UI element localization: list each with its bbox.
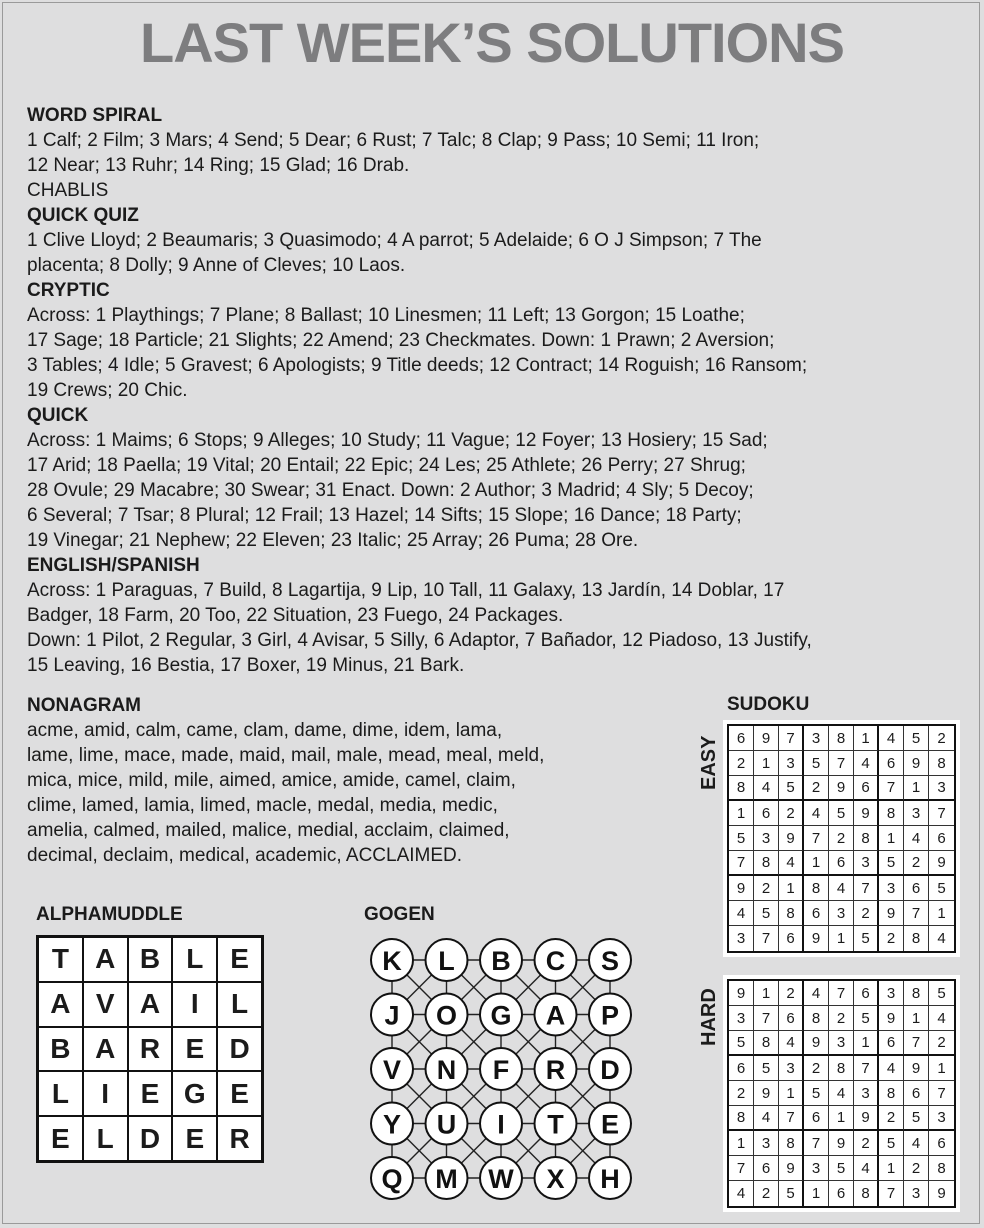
sudoku-hard-cell: 7 (729, 1156, 754, 1181)
sudoku-easy-cell: 7 (854, 876, 879, 901)
section-line: 19 Vinegar; 21 Nephew; 22 Eleven; 23 Italic; 25 Array; 26 Puma; 28 Ore. (27, 530, 639, 551)
sudoku-easy-cell: 5 (729, 826, 754, 851)
sudoku-easy-cell: 8 (904, 926, 929, 951)
sudoku-easy-cell: 9 (879, 901, 904, 926)
sudoku-hard-cell: 3 (804, 1156, 829, 1181)
section-line: Across: 1 Maims; 6 Stops; 9 Alleges; 10 Study; 11 Vague; 12 Foyer; 13 Hosiery; 15 Sad; (27, 430, 768, 451)
section-line: Down: 1 Pilot, 2 Regular, 3 Girl, 4 Avisar, 5 Silly, 6 Adaptor, 7 Bañador, 12 Piadoso, 13 Justify, (27, 630, 812, 651)
section-line: 19 Crews; 20 Chic. (27, 380, 188, 401)
alphamuddle-cell: E (128, 1071, 173, 1116)
nonagram-section (27, 693, 667, 868)
alphamuddle-cell: L (83, 1116, 128, 1161)
sudoku-hard-cell: 9 (829, 1131, 854, 1156)
alphamuddle-cell: D (128, 1116, 173, 1161)
gogen-heading: GOGEN (364, 904, 435, 925)
sudoku-hard-cell: 7 (879, 1181, 904, 1206)
gogen-letter-node (535, 1157, 577, 1199)
svg-text:G: G (490, 1000, 512, 1031)
sudoku-hard-cell: 8 (829, 1056, 854, 1081)
sudoku-easy-cell: 3 (779, 751, 804, 776)
sudoku-easy-cell: 7 (729, 851, 754, 876)
sudoku-hard-cell: 1 (879, 1156, 904, 1181)
sudoku-hard-cell: 9 (754, 1081, 779, 1106)
svg-text:I: I (497, 1109, 505, 1140)
sudoku-easy-cell: 8 (829, 726, 854, 751)
sudoku-easy-cell: 1 (929, 901, 954, 926)
sudoku-easy-cell: 6 (854, 776, 879, 801)
sudoku-easy-cell: 2 (829, 826, 854, 851)
nonagram-line: amelia, calmed, mailed, malice, medial, acclaim, claimed, (27, 820, 510, 841)
sudoku-hard-cell: 1 (929, 1056, 954, 1081)
sudoku-hard-cell: 6 (804, 1106, 829, 1131)
sudoku-hard-cell: 1 (829, 1106, 854, 1131)
sudoku-easy-cell: 2 (879, 926, 904, 951)
sudoku-hard-cell: 4 (729, 1181, 754, 1206)
sudoku-easy-cell: 6 (829, 851, 854, 876)
sudoku-easy-cell: 3 (854, 851, 879, 876)
nonagram-words (27, 718, 667, 868)
sudoku-hard-cell: 7 (904, 1031, 929, 1056)
gogen-letter-node (426, 1048, 468, 1090)
sudoku-hard-cell: 3 (829, 1031, 854, 1056)
alphamuddle-cell: V (83, 982, 128, 1027)
gogen-letter-node (589, 1157, 631, 1199)
sudoku-easy-cell: 1 (904, 776, 929, 801)
sudoku-easy-cell: 8 (754, 851, 779, 876)
gogen-letter-node (535, 1048, 577, 1090)
sudoku-hard-cell: 2 (804, 1056, 829, 1081)
nonagram-line: mica, mice, mild, mile, aimed, amice, amide, camel, claim, (27, 770, 516, 791)
sudoku-hard-cell: 4 (804, 981, 829, 1006)
section-line: 28 Ovule; 29 Macabre; 30 Swear; 31 Enact. Down: 2 Author; 3 Madrid; 4 Sly; 5 Decoy; (27, 480, 754, 501)
sudoku-hard-cell: 5 (779, 1181, 804, 1206)
sudoku-easy-cell: 8 (804, 876, 829, 901)
sudoku-easy-cell: 9 (854, 801, 879, 826)
solutions-text-block (27, 103, 962, 678)
gogen-letter-node (426, 994, 468, 1036)
sudoku-easy-cell: 4 (854, 751, 879, 776)
sudoku-hard-cell: 9 (929, 1181, 954, 1206)
svg-text:W: W (488, 1164, 514, 1194)
gogen-letter-node (480, 939, 522, 981)
sudoku-hard-cell: 6 (829, 1181, 854, 1206)
sudoku-easy-cell: 1 (879, 826, 904, 851)
gogen-letter-node (480, 994, 522, 1036)
sudoku-hard-cell: 6 (754, 1156, 779, 1181)
svg-text:S: S (600, 946, 620, 976)
sudoku-easy-panel (723, 720, 960, 957)
sudoku-easy-cell: 2 (929, 726, 954, 751)
sudoku-easy-cell: 4 (929, 926, 954, 951)
sudoku-easy-cell: 7 (754, 926, 779, 951)
svg-text:J: J (384, 1000, 400, 1031)
gogen-letter-node (371, 1048, 413, 1090)
alphamuddle-cell: E (172, 1027, 217, 1072)
nonagram-line: clime, lamed, lamia, limed, macle, medal, media, medic, (27, 795, 498, 816)
alphamuddle-cell: D (217, 1027, 262, 1072)
svg-text:K: K (382, 946, 402, 976)
sudoku-easy-cell: 3 (929, 776, 954, 801)
sudoku-easy-cell: 3 (754, 826, 779, 851)
sudoku-easy-cell: 3 (729, 926, 754, 951)
gogen-letter-node (426, 1103, 468, 1145)
gogen-letter-node (480, 1048, 522, 1090)
sudoku-easy-cell: 8 (729, 776, 754, 801)
sudoku-hard-grid (727, 979, 956, 1208)
alphamuddle-cell: R (217, 1116, 262, 1161)
svg-text:X: X (546, 1164, 565, 1194)
sudoku-hard-cell: 3 (729, 1006, 754, 1031)
sudoku-easy-cell: 5 (779, 776, 804, 801)
sudoku-easy-cell: 5 (904, 726, 929, 751)
sudoku-easy-cell: 6 (929, 826, 954, 851)
sudoku-hard-cell: 4 (854, 1156, 879, 1181)
section-heading: CRYPTIC (27, 280, 110, 301)
sudoku-hard-cell: 9 (854, 1106, 879, 1131)
sudoku-easy-cell: 2 (804, 776, 829, 801)
sudoku-hard-cell: 6 (929, 1131, 954, 1156)
sudoku-hard-cell: 9 (804, 1031, 829, 1056)
sudoku-easy-cell: 9 (829, 776, 854, 801)
sudoku-hard-cell: 2 (779, 981, 804, 1006)
sudoku-hard-cell: 6 (779, 1006, 804, 1031)
sudoku-hard-cell: 4 (829, 1081, 854, 1106)
svg-text:P: P (600, 1000, 620, 1031)
section-line: Badger, 18 Farm, 20 Too, 22 Situation, 23 Fuego, 24 Packages. (27, 605, 564, 626)
sudoku-hard-cell: 3 (879, 981, 904, 1006)
section-line: CHABLIS (27, 180, 109, 201)
sudoku-hard-cell: 4 (779, 1031, 804, 1056)
alphamuddle-cell: L (172, 937, 217, 982)
sudoku-hard-cell: 5 (929, 981, 954, 1006)
sudoku-easy-cell: 7 (779, 726, 804, 751)
section-line: Across: 1 Playthings; 7 Plane; 8 Ballast; 10 Linesmen; 11 Left; 13 Gorgon; 15 Loathe; (27, 305, 745, 326)
section-line: 1 Clive Lloyd; 2 Beaumaris; 3 Quasimodo; 4 A parrot; 5 Adelaide; 6 O J Simpson; 7 The (27, 230, 762, 251)
sudoku-hard-cell: 2 (829, 1006, 854, 1031)
alphamuddle-cell: I (83, 1071, 128, 1116)
sudoku-easy-cell: 2 (904, 851, 929, 876)
nonagram-line: lame, lime, mace, made, maid, mail, male, mead, meal, meld, (27, 745, 545, 766)
sudoku-hard-cell: 7 (929, 1081, 954, 1106)
svg-text:B: B (491, 946, 511, 976)
sudoku-easy-cell: 3 (804, 726, 829, 751)
sudoku-hard-cell: 3 (779, 1056, 804, 1081)
nonagram-line: decimal, declaim, medical, academic, ACCLAIMED. (27, 845, 463, 866)
section-line: 1 Calf; 2 Film; 3 Mars; 4 Send; 5 Dear; 6 Rust; 7 Talc; 8 Clap; 9 Pass; 10 Semi; 11 Iron; (27, 130, 760, 151)
sudoku-hard-cell: 8 (879, 1081, 904, 1106)
alphamuddle-cell: A (38, 982, 83, 1027)
gogen-letter-node (426, 1157, 468, 1199)
svg-text:L: L (438, 946, 455, 976)
sudoku-hard-cell: 7 (779, 1106, 804, 1131)
sudoku-hard-cell: 2 (929, 1031, 954, 1056)
sudoku-easy-cell: 5 (879, 851, 904, 876)
section-line: placenta; 8 Dolly; 9 Anne of Cleves; 10 Laos. (27, 255, 406, 276)
alphamuddle-cell: E (217, 1071, 262, 1116)
svg-text:F: F (492, 1055, 510, 1085)
svg-text:V: V (382, 1055, 402, 1085)
sudoku-easy-cell: 5 (829, 801, 854, 826)
sudoku-easy-cell: 6 (804, 901, 829, 926)
sudoku-hard-cell: 5 (729, 1031, 754, 1056)
sudoku-easy-cell: 5 (929, 876, 954, 901)
sudoku-hard-cell: 6 (904, 1081, 929, 1106)
alphamuddle-cell: B (128, 937, 173, 982)
alphamuddle-cell: L (217, 982, 262, 1027)
alphamuddle-heading: ALPHAMUDDLE (36, 904, 183, 925)
sudoku-easy-cell: 7 (904, 901, 929, 926)
sudoku-hard-cell: 1 (804, 1181, 829, 1206)
sudoku-easy-cell: 1 (779, 876, 804, 901)
sudoku-hard-cell: 4 (904, 1131, 929, 1156)
sudoku-hard-cell: 1 (779, 1081, 804, 1106)
sudoku-hard-cell: 8 (929, 1156, 954, 1181)
gogen-letter-node (535, 939, 577, 981)
svg-text:Y: Y (382, 1109, 402, 1140)
sudoku-hard-cell: 8 (804, 1006, 829, 1031)
sudoku-hard-cell: 5 (754, 1056, 779, 1081)
sudoku-easy-cell: 1 (754, 751, 779, 776)
section-line: 12 Near; 13 Ruhr; 14 Ring; 15 Glad; 16 Drab. (27, 155, 410, 176)
nonagram-heading: NONAGRAM (27, 695, 141, 716)
svg-text:R: R (545, 1055, 566, 1085)
sudoku-easy-label: EASY (698, 735, 720, 790)
sudoku-hard-cell: 3 (929, 1106, 954, 1131)
sudoku-hard-cell: 7 (829, 981, 854, 1006)
sudoku-easy-cell: 7 (829, 751, 854, 776)
section-line: 17 Sage; 18 Particle; 21 Slights; 22 Amend; 23 Checkmates. Down: 1 Prawn; 2 Aversion; (27, 330, 775, 351)
sudoku-easy-cell: 6 (904, 876, 929, 901)
alphamuddle-cell: G (172, 1071, 217, 1116)
section-heading: QUICK (27, 405, 89, 426)
sudoku-hard-label: HARD (698, 988, 720, 1046)
sudoku-hard-cell: 5 (904, 1106, 929, 1131)
sudoku-easy-cell: 4 (904, 826, 929, 851)
sudoku-hard-cell: 5 (879, 1131, 904, 1156)
sudoku-easy-cell: 3 (829, 901, 854, 926)
sudoku-hard-cell: 2 (879, 1106, 904, 1131)
sudoku-easy-cell: 2 (779, 801, 804, 826)
sudoku-hard-cell: 5 (829, 1156, 854, 1181)
sudoku-easy-cell: 3 (879, 876, 904, 901)
sudoku-easy-cell: 9 (904, 751, 929, 776)
sudoku-easy-cell: 2 (754, 876, 779, 901)
alphamuddle-cell: E (217, 937, 262, 982)
alphamuddle-cell: A (83, 937, 128, 982)
alphamuddle-cell: A (83, 1027, 128, 1072)
gogen-letter-node (480, 1157, 522, 1199)
sudoku-hard-cell: 3 (854, 1081, 879, 1106)
sudoku-easy-cell: 6 (879, 751, 904, 776)
svg-text:C: C (545, 946, 566, 976)
svg-text:Q: Q (381, 1164, 403, 1194)
alphamuddle-cell: B (38, 1027, 83, 1072)
sudoku-easy-grid (727, 724, 956, 953)
gogen-letter-node (535, 994, 577, 1036)
sudoku-hard-cell: 7 (804, 1131, 829, 1156)
sudoku-easy-cell: 5 (804, 751, 829, 776)
sudoku-hard-cell: 4 (754, 1106, 779, 1131)
sudoku-hard-cell: 8 (779, 1131, 804, 1156)
sudoku-easy-cell: 7 (879, 776, 904, 801)
sudoku-easy-cell: 4 (729, 901, 754, 926)
sudoku-easy-cell: 9 (779, 826, 804, 851)
section-line: 6 Several; 7 Tsar; 8 Plural; 12 Frail; 13 Hazel; 14 Sifts; 15 Slope; 16 Dance; 18 Party; (27, 505, 742, 526)
sudoku-easy-cell: 8 (929, 751, 954, 776)
sudoku-hard-cell: 1 (754, 981, 779, 1006)
page-title: LAST WEEK’S SOLUTIONS (140, 11, 844, 74)
sudoku-easy-cell: 9 (729, 876, 754, 901)
sudoku-easy-cell: 9 (754, 726, 779, 751)
sudoku-easy-cell: 4 (804, 801, 829, 826)
sudoku-easy-cell: 8 (879, 801, 904, 826)
svg-text:E: E (600, 1109, 620, 1140)
svg-text:H: H (600, 1164, 620, 1194)
sudoku-hard-cell: 8 (904, 981, 929, 1006)
sudoku-easy-cell: 2 (729, 751, 754, 776)
section-line: 3 Tables; 4 Idle; 5 Gravest; 6 Apologists; 9 Title deeds; 12 Contract; 14 Roguish; 16 Ransom; (27, 355, 808, 376)
svg-text:N: N (436, 1055, 457, 1085)
sudoku-hard-cell: 6 (729, 1056, 754, 1081)
sudoku-hard-cell: 9 (904, 1056, 929, 1081)
alphamuddle-cell: E (38, 1116, 83, 1161)
svg-text:A: A (545, 1000, 566, 1031)
svg-text:D: D (600, 1055, 620, 1085)
gogen-letter-node (480, 1103, 522, 1145)
alphamuddle-cell: E (172, 1116, 217, 1161)
gogen-letter-node (371, 1103, 413, 1145)
sudoku-hard-cell: 7 (854, 1056, 879, 1081)
sudoku-hard-cell: 6 (854, 981, 879, 1006)
svg-text:T: T (547, 1109, 564, 1140)
sudoku-hard-cell: 2 (904, 1156, 929, 1181)
sudoku-easy-cell: 4 (754, 776, 779, 801)
sudoku-hard-panel (723, 975, 960, 1212)
sudoku-hard-cell: 2 (754, 1181, 779, 1206)
sudoku-hard-cell: 1 (854, 1031, 879, 1056)
gogen-letter-node (589, 1103, 631, 1145)
sudoku-hard-cell: 5 (804, 1081, 829, 1106)
sudoku-hard-cell: 4 (879, 1056, 904, 1081)
gogen-letter-node (371, 994, 413, 1036)
sudoku-easy-cell: 4 (779, 851, 804, 876)
sudoku-heading: SUDOKU (727, 694, 810, 715)
section-line: Across: 1 Paraguas, 7 Build, 8 Lagartija, 9 Lip, 10 Tall, 11 Galaxy, 13 Jardín, 14 Doblar, 17 (27, 580, 785, 601)
sudoku-hard-cell: 9 (779, 1156, 804, 1181)
section-heading: ENGLISH/SPANISH (27, 555, 200, 576)
sudoku-hard-cell: 4 (929, 1006, 954, 1031)
sudoku-easy-cell: 1 (804, 851, 829, 876)
gogen-grid (362, 930, 642, 1220)
svg-text:M: M (435, 1164, 458, 1194)
sudoku-easy-cell: 7 (929, 801, 954, 826)
alphamuddle-cell: A (128, 982, 173, 1027)
gogen-letter-node (589, 1048, 631, 1090)
alphamuddle-grid (36, 935, 264, 1163)
sudoku-easy-cell: 2 (854, 901, 879, 926)
sudoku-easy-cell: 4 (829, 876, 854, 901)
sudoku-easy-cell: 6 (729, 726, 754, 751)
sudoku-hard-cell: 8 (729, 1106, 754, 1131)
alphamuddle-cell: R (128, 1027, 173, 1072)
sudoku-easy-cell: 8 (779, 901, 804, 926)
gogen-letter-node (426, 939, 468, 981)
sudoku-hard-cell: 6 (879, 1031, 904, 1056)
gogen-letter-node (589, 939, 631, 981)
section-heading: WORD SPIRAL (27, 105, 163, 126)
sudoku-hard-cell: 9 (879, 1006, 904, 1031)
sudoku-easy-cell: 8 (854, 826, 879, 851)
sudoku-easy-cell: 1 (829, 926, 854, 951)
section-line: 15 Leaving, 16 Bestia, 17 Boxer, 19 Minus, 21 Bark. (27, 655, 465, 676)
svg-text:O: O (435, 1000, 458, 1031)
gogen-letter-node (589, 994, 631, 1036)
nonagram-line: acme, amid, calm, came, clam, dame, dime, idem, lama, (27, 720, 503, 741)
sudoku-hard-cell: 9 (729, 981, 754, 1006)
sudoku-hard-cell: 5 (854, 1006, 879, 1031)
section-heading: QUICK QUIZ (27, 205, 139, 226)
sudoku-easy-cell: 9 (929, 851, 954, 876)
sudoku-hard-cell: 2 (854, 1131, 879, 1156)
sudoku-hard-cell: 3 (904, 1181, 929, 1206)
sudoku-easy-cell: 5 (854, 926, 879, 951)
gogen-letter-node (371, 939, 413, 981)
gogen-letter-node (535, 1103, 577, 1145)
sudoku-hard-cell: 1 (729, 1131, 754, 1156)
sudoku-easy-cell: 5 (754, 901, 779, 926)
sudoku-hard-cell: 7 (754, 1006, 779, 1031)
sudoku-easy-cell: 3 (904, 801, 929, 826)
sudoku-easy-cell: 6 (754, 801, 779, 826)
sudoku-easy-cell: 1 (729, 801, 754, 826)
sudoku-hard-cell: 8 (854, 1181, 879, 1206)
section-line: 17 Arid; 18 Paella; 19 Vital; 20 Entail; 22 Epic; 24 Les; 25 Athlete; 26 Perry; 27 Shrug; (27, 455, 746, 476)
sudoku-easy-cell: 4 (879, 726, 904, 751)
alphamuddle-cell: I (172, 982, 217, 1027)
sudoku-hard-cell: 3 (754, 1131, 779, 1156)
sudoku-hard-cell: 1 (904, 1006, 929, 1031)
sudoku-easy-cell: 6 (779, 926, 804, 951)
sudoku-hard-cell: 8 (754, 1031, 779, 1056)
sudoku-easy-cell: 9 (804, 926, 829, 951)
alphamuddle-cell: L (38, 1071, 83, 1116)
gogen-letter-node (371, 1157, 413, 1199)
sudoku-hard-cell: 2 (729, 1081, 754, 1106)
alphamuddle-cell: T (38, 937, 83, 982)
sudoku-easy-cell: 1 (854, 726, 879, 751)
sudoku-easy-cell: 7 (804, 826, 829, 851)
svg-text:U: U (436, 1109, 457, 1140)
